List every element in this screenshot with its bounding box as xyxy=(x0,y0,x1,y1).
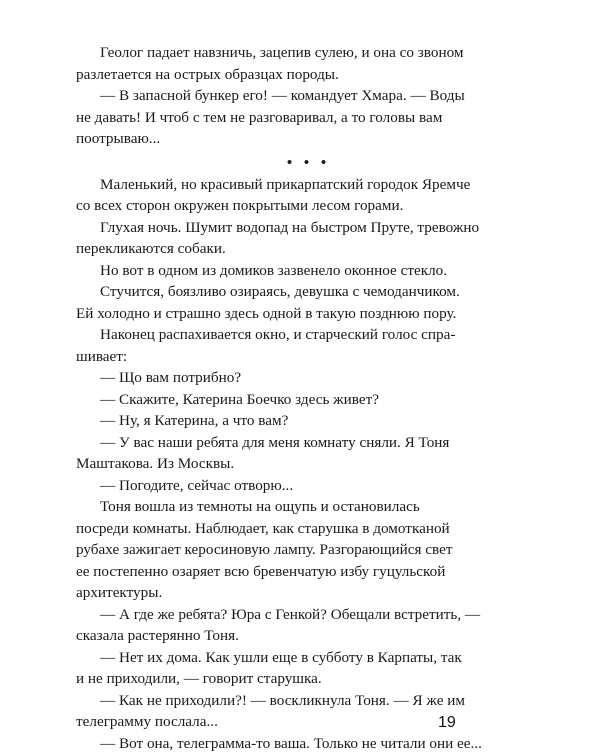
paragraph: Геолог падает навзничь, зацепив сулею, и она со звоном разлетается на острых образцах породы. xyxy=(76,42,541,85)
dialogue-line: — Нет их дома. Как ушли еще в субботу в Карпаты, так и не приходили, — говорит старушка. xyxy=(76,647,541,690)
paragraph: Маленький, но красивый прикарпатский городок Яремче со всех сторон окружен покрытыми лесом горами. xyxy=(76,174,541,217)
paragraph: — В запасной бункер его! — командует Хмара. — Воды не давать! И чтоб с тем не разговаривал, а то головы вам поотрываю... xyxy=(76,85,541,150)
section-separator: • • • xyxy=(76,153,541,173)
paragraph: Тоня вошла из темноты на ощупь и остановилась посреди комнаты. Наблюдает, как старушка в домотканой рубахе зажигает керосиновую лампу. Разгорающийся свет ее постепенно озаряет всю бревенчатую избу гуцульской архитектуры. xyxy=(76,496,541,604)
dialogue-line: — У вас наши ребята для меня комнату сняли. Я Тоня Маштакова. Из Москвы. xyxy=(76,432,541,475)
dialogue-line: — Как не приходили?! — воскликнула Тоня. — Я же им телеграмму послала... xyxy=(76,690,541,733)
paragraph: Глухая ночь. Шумит водопад на быстром Пруте, тревожно перекликаются собаки. xyxy=(76,217,541,260)
dialogue-line: — А где же ребята? Юра с Генкой? Обещали встретить, — сказала растерянно Тоня. xyxy=(76,604,541,647)
paragraph: Наконец распахивается окно, и старческий голос спра- шивает: xyxy=(76,324,541,367)
dialogue-line: — Погодите, сейчас отворю... xyxy=(76,475,541,497)
paragraph: Но вот в одном из домиков зазвенело оконное стекло. xyxy=(76,260,541,282)
dialogue-line: — Вот она, телеграмма-то ваша. Только не читали они ее... xyxy=(76,733,541,754)
paragraph: Стучится, боязливо озираясь, девушка с чемоданчиком. Ей холодно и страшно здесь одной в такую позднюю пору. xyxy=(76,281,541,324)
dialogue-line: — Скажите, Катерина Боечко здесь живет? xyxy=(76,389,541,411)
page-text xyxy=(76,42,541,754)
dialogue-line: — Що вам потрибно? xyxy=(76,367,541,389)
dialogue-line: — Ну, я Катерина, а что вам? xyxy=(76,410,541,432)
page-number: 19 xyxy=(438,714,456,732)
